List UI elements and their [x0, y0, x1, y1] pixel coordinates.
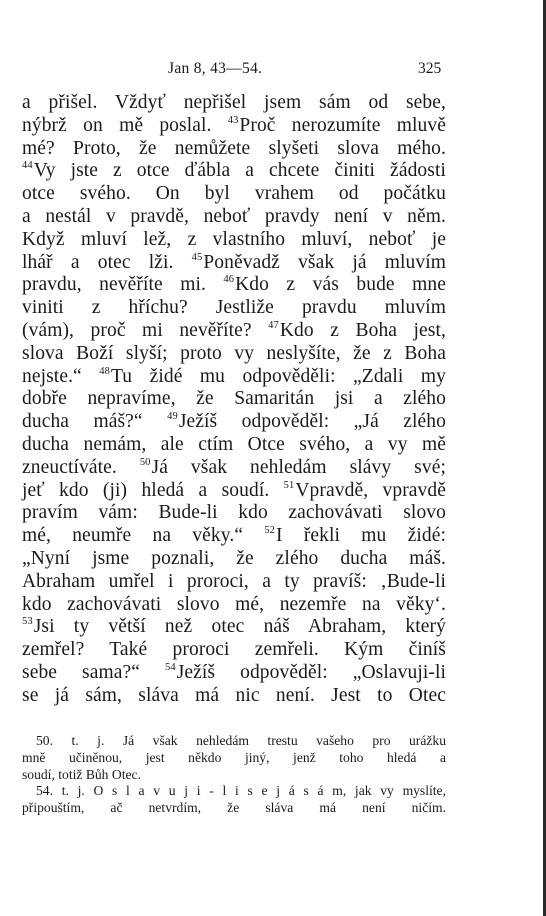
verse-number: 46 [223, 274, 235, 286]
text-segment: Vy jste z otce ďábla a chcete činiti žádosti [33, 160, 446, 182]
text-line [22, 594, 446, 617]
text-segment: nýbrž on mě poslal. [22, 114, 228, 136]
verse-number: 44 [22, 160, 33, 172]
text-segment: se já sám, sláva má nic není. Jest to Otec [22, 684, 446, 706]
text-line [22, 434, 446, 457]
text-segment: I řekli mu židé: [276, 525, 446, 547]
text-line [22, 320, 446, 343]
text-line [22, 388, 446, 411]
text-line [22, 206, 446, 229]
verse-number: 52 [264, 525, 276, 537]
text-segment: otce svého. On byl vrahem od počátku [22, 183, 446, 205]
text-line [22, 274, 446, 297]
text-line [22, 685, 446, 708]
verse-number: 50 [139, 456, 151, 468]
text-line [22, 183, 446, 206]
text-line [22, 343, 446, 366]
text-segment: Proč nerozumíte mluvě [239, 114, 446, 136]
verse-number: 45 [191, 251, 203, 263]
verse-number: 47 [268, 319, 279, 331]
text-line [22, 366, 446, 389]
body-text [22, 92, 446, 708]
text-segment: Poněvadž však já mluvím [203, 251, 446, 273]
running-head [0, 60, 546, 84]
text-segment: a nestál v pravdě, neboť pravdy není v něm. [22, 205, 446, 227]
text-segment: Ježíš odpověděl: „Já zlého [178, 411, 447, 433]
text-segment: Když mluví lež, z vlastního mluví, neboť je [22, 228, 446, 250]
text-line [22, 160, 446, 183]
text-line [22, 548, 446, 571]
text-line [22, 252, 446, 275]
text-segment: Kdo z Boha jest, [279, 319, 446, 341]
text-segment: ducha máš?“ [22, 411, 168, 433]
text-line [22, 92, 446, 115]
text-line [22, 662, 446, 685]
text-segment: kdo zachovávati slovo mé, nezemře na věky‘. [22, 593, 446, 615]
text-line [22, 457, 446, 480]
text-segment: slova Boží slyší; proto vy neslyšíte, že z Boha [22, 342, 446, 364]
text-line [22, 138, 446, 161]
verse-number: 54 [165, 661, 176, 673]
text-segment: a přišel. Vždyť nepřišel jsem sám od sebe, [22, 92, 446, 113]
text-line [22, 639, 446, 662]
text-line [22, 525, 446, 548]
verse-number: 53 [22, 616, 33, 628]
verse-number: 43 [227, 114, 239, 126]
text-segment: (vám), proč mi nevěříte? [22, 319, 269, 341]
text-segment: Jsi ty větší než otec náš Abraham, který [33, 616, 446, 638]
text-segment: sebe sama?“ [22, 661, 165, 683]
text-segment: Kdo z vás bude mne [235, 274, 446, 296]
text-segment: lhář a otec lži. [22, 251, 192, 273]
text-segment: dobře nepravíme, že Samaritán jsi a zlého [22, 388, 446, 410]
verse-number: 49 [167, 411, 178, 423]
text-segment: ducha nemám, ale ctím Otce svého, a vy mě [22, 433, 446, 455]
text-segment: viniti z hříchu? Jestliže pravdu mluvím [22, 297, 446, 319]
text-line [22, 571, 446, 594]
text-segment: zemřel? Také proroci zemřeli. Kým činíš [22, 639, 446, 661]
text-segment: Tu židé mu odpověděli: „Zdali my [110, 365, 447, 387]
text-segment: zneuctíváte. [22, 456, 140, 478]
running-title: Jan 8, 43—54. [168, 60, 263, 77]
text-segment: pravdu, nevěříte mi. [22, 274, 224, 296]
text-segment: pravím vám: Bude-li kdo zachovávati slovo [22, 502, 446, 524]
footnote-line: 54. t. j. O s l a v u j i - l i s e j á s á m, jak vy myslíte, [36, 783, 446, 799]
text-segment: mé, neumře na věky.“ [22, 525, 265, 547]
text-segment: Vpravdě, vpravdě [295, 479, 446, 501]
text-line [22, 502, 446, 525]
text-line [22, 411, 446, 434]
text-segment: mé? Proto, že nemůžete slyšeti slova mého. [22, 137, 446, 159]
text-segment: Ježíš odpověděl: „Oslavuji-li [176, 661, 446, 683]
verse-number: 51 [283, 479, 295, 491]
text-segment: Já však nehledám slávy své; [151, 456, 446, 478]
text-line [22, 616, 446, 639]
text-segment: nejste.“ [22, 365, 100, 387]
text-line [22, 480, 446, 503]
text-segment: jeť kdo (ji) hledá a soudí. [22, 479, 284, 501]
footnotes [22, 733, 446, 817]
footnote-line: připouštím, ač netvrdím, že sláva má není ničím. [22, 800, 446, 816]
verse-number: 48 [99, 365, 110, 377]
text-line [22, 229, 446, 252]
page-number: 325 [418, 60, 442, 77]
footnote-line: 50. t. j. Já však nehledám trestu vašeho pro urážku [36, 733, 446, 748]
footnote-line: soudí, totiž Bůh Otec. [22, 766, 141, 782]
text-segment: Abraham umřel i proroci, a ty pravíš: ‚Bude-li [22, 570, 446, 592]
text-line [22, 297, 446, 320]
text-segment: „Nyní jsme poznali, že zlého ducha máš. [22, 547, 446, 569]
text-line [22, 115, 446, 138]
footnote-line: mně učiněnou, jest někdo jiný, jenž toho hledá a [22, 749, 446, 765]
